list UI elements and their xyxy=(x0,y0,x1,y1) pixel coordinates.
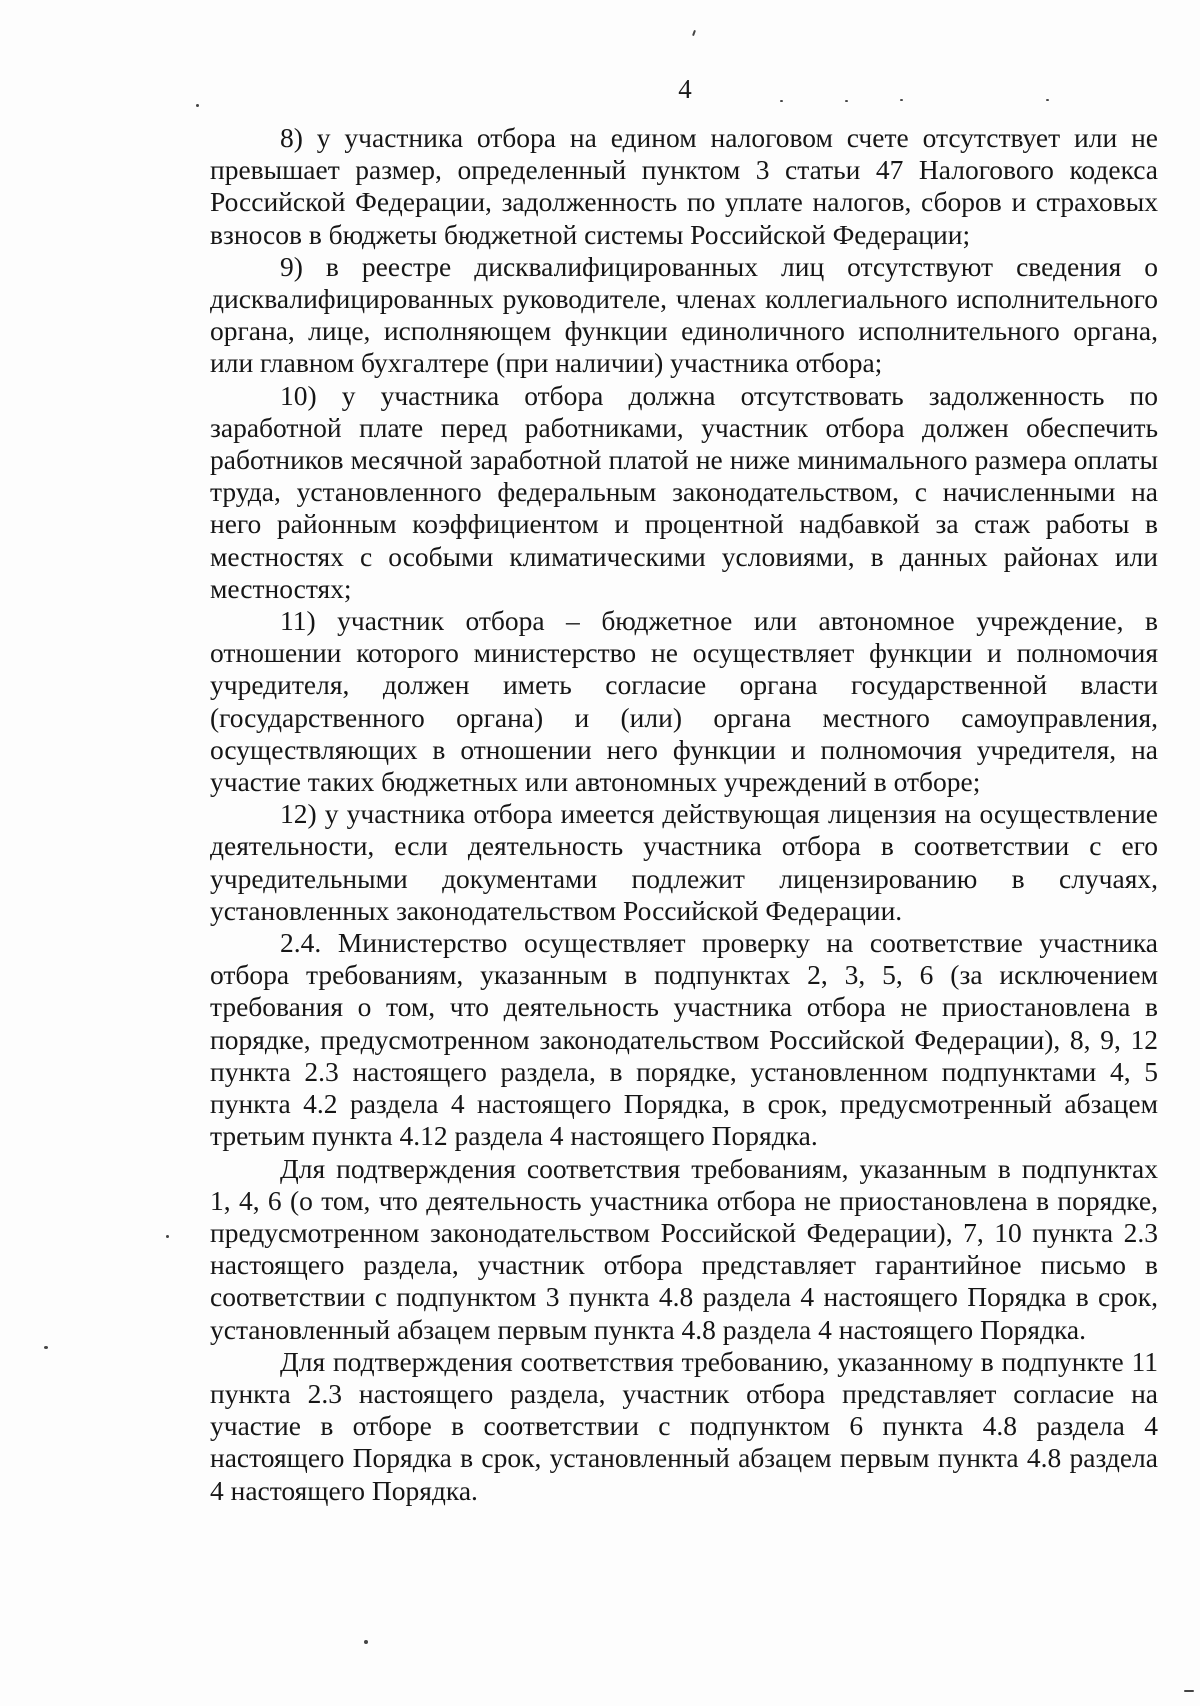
page-number: 4 xyxy=(678,74,692,104)
scan-speck xyxy=(845,100,848,102)
document-body xyxy=(210,122,1158,1507)
paragraph-item-12: 12) у участника отбора имеется действующая лицензия на осуществление деятельности, если деятельность участника отбора в соответствии с его учредительными документами подлежит лицензированию в случаях, установленных законодательством Российской Федерации. xyxy=(210,798,1158,926)
scan-speck xyxy=(900,99,903,101)
scan-speck xyxy=(1046,99,1049,101)
paragraph-section-2-4: 2.4. Министерство осуществляет проверку на соответствие участника отбора требованиям, указанным в подпунктах 2, 3, 5, 6 (за исключением требования о том, что деятельность участника отбора не приостановлена в порядке, предусмотренном законодательством Российской Федерации), 8, 9, 12 пункта 2.3 настоящего раздела, в порядке, установленном подпунктами 4, 5 пункта 4.2 раздела 4 настоящего Порядка, в срок, предусмотренный абзацем третьим пункта 4.12 раздела 4 настоящего Порядка. xyxy=(210,927,1158,1152)
scan-speck xyxy=(1184,1690,1194,1692)
scan-speck xyxy=(364,1640,368,1644)
paragraph-item-8: 8) у участника отбора на едином налоговом счете отсутствует или не превышает размер, определенный пунктом 3 статьи 47 Налогового кодекса Российской Федерации, задолженность по уплате налогов, сборов и страховых взносов в бюджеты бюджетной системы Российской Федерации; xyxy=(210,122,1158,250)
scan-speck xyxy=(44,1346,48,1349)
paragraph-confirmation-consent: Для подтверждения соответствия требованию, указанному в подпункте 11 пункта 2.3 настоящего раздела, участник отбора представляет согласие на участие в отборе в соответствии с подпунктом 6 пункта 4.8 раздела 4 настоящего Порядка в срок, установленный абзацем первым пункта 4.8 раздела 4 настоящего Порядка. xyxy=(210,1345,1158,1506)
paragraph-confirmation-guarantee-letter: Для подтверждения соответствия требованиям, указанным в подпунктах 1, 4, 6 (о том, что деятельность участника отбора не приостановлена в порядке, предусмотренном законодательством Российской Федерации), 7, 10 пункта 2.3 настоящего раздела, участник отбора представляет гарантийное письмо в соответствии с подпунктом 3 пункта 4.8 раздела 4 настоящего Порядка в срок, установленный абзацем первым пункта 4.8 раздела 4 настоящего Порядка. xyxy=(210,1152,1158,1345)
scan-speck xyxy=(166,1235,169,1238)
scan-speck xyxy=(692,30,696,36)
paragraph-item-10: 10) у участника отбора должна отсутствовать задолженность по заработной плате перед работниками, участник отбора должен обеспечить работников месячной заработной платой не ниже минимального размера оплаты труда, установленного федеральным законодательством, с начисленными на него районным коэффициентом и процентной надбавкой за стаж работы в местностях с особыми климатическими условиями, в данных районах или местностях; xyxy=(210,379,1158,604)
scan-speck xyxy=(780,100,783,102)
scan-speck xyxy=(196,104,199,107)
paragraph-item-11: 11) участник отбора – бюджетное или автономное учреждение, в отношении которого министерство не осуществляет функции и полномочия учредителя, должен иметь согласие органа государственной власти (государственного органа) и (или) органа местного самоуправления, осуществляющих в отношении него функции и полномочия учредителя, на участие таких бюджетных или автономных учреждений в отборе; xyxy=(210,605,1158,798)
paragraph-item-9: 9) в реестре дисквалифицированных лиц отсутствуют сведения о дисквалифицированных руководителе, членах коллегиального исполнительного органа, лице, исполняющем функции единоличного исполнительного органа, или главном бухгалтере (при наличии) участника отбора; xyxy=(210,250,1158,379)
